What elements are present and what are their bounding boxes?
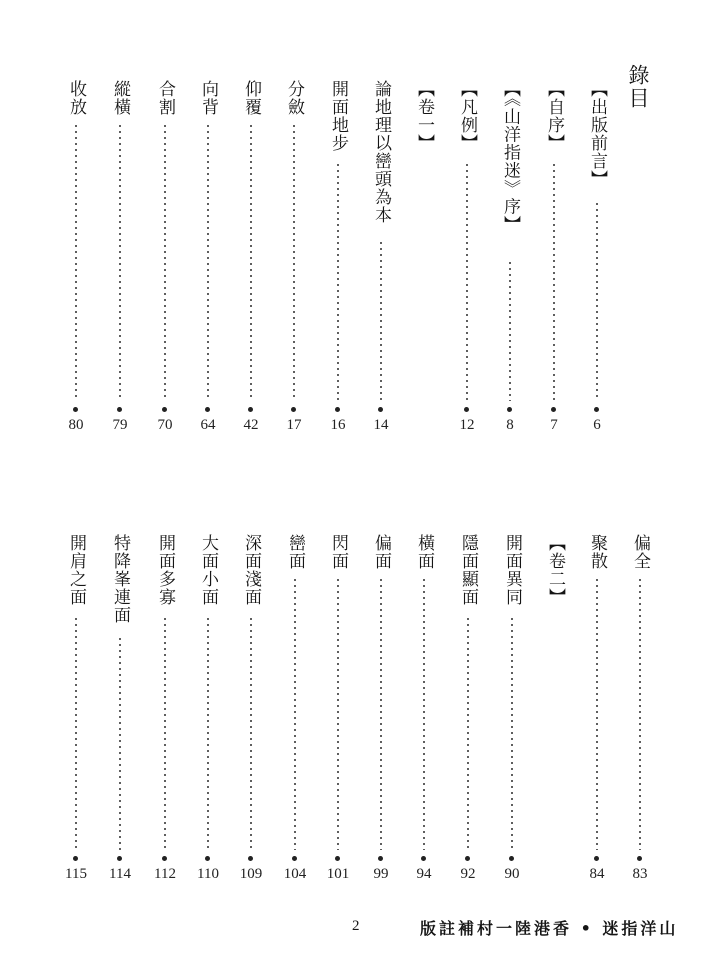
entry-title: 【《山洋指迷》序】 [500,80,520,234]
leader-end-dot [594,407,599,412]
leader-end-dot [509,856,514,861]
entry-title: 隱面顯面 [458,534,478,606]
page-number: 70 [157,417,173,433]
leader-end-dot [162,856,167,861]
entry-title: 開肩之面 [66,534,86,606]
dot-leader [467,616,469,850]
leader-end-dot [292,856,297,861]
dot-leader [639,577,641,850]
entry-title: 【凡例】 [457,80,477,152]
entry-title: 論地理以巒頭為本 [371,80,391,224]
leader-end-dot [465,856,470,861]
dot-leader [207,616,209,850]
entry-title: 向背 [198,80,218,116]
dot-leader [119,636,121,851]
page-number: 101 [326,866,350,882]
page-number: 79 [112,417,128,433]
entry-title: 特降峯連面 [110,534,130,624]
dot-leader [294,577,296,850]
dot-leader [380,240,382,401]
dot-leader [509,260,511,402]
page-number: 110 [197,866,219,882]
page-number: 99 [373,866,389,882]
leader-end-dot [117,856,122,861]
leader-end-dot [291,407,296,412]
page-number: 42 [243,417,259,433]
page-number: 64 [200,417,216,433]
leader-end-dot [205,856,210,861]
leader-end-dot [378,856,383,861]
page-number: 7 [550,417,558,433]
page-number: 94 [416,866,432,882]
entry-title: 合割 [155,80,175,116]
page-number: 90 [504,866,520,882]
page-number: 92 [460,866,476,882]
entry-title: 縱橫 [110,80,130,116]
page-number: 16 [330,417,346,433]
footer-book-title: 版註補村一陸港香 • 迷指洋山 [420,919,679,938]
entry-title: 開面地步 [328,80,348,152]
dot-leader [380,577,382,850]
page-number: 83 [632,866,648,882]
page-number: 115 [65,866,87,882]
entry-title: 【卷一】 [414,80,434,152]
page-number: 14 [373,417,389,433]
leader-end-dot [551,407,556,412]
dot-leader [553,162,555,401]
page-number: 114 [109,866,131,882]
entry-title: 閃面 [328,534,348,570]
leader-end-dot [464,407,469,412]
leader-end-dot [73,407,78,412]
leader-end-dot [421,856,426,861]
dot-leader [293,123,295,401]
leader-end-dot [162,407,167,412]
entry-title: 開面異同 [502,534,522,606]
leader-end-dot [335,407,340,412]
entry-title: 深面淺面 [241,534,261,606]
leader-end-dot [507,407,512,412]
dot-leader [337,577,339,850]
entry-title: 分斂 [284,80,304,116]
leader-end-dot [248,856,253,861]
dot-leader [250,616,252,850]
page-number: 17 [286,417,302,433]
dot-leader [337,162,339,401]
page-number: 112 [154,866,176,882]
leader-end-dot [378,407,383,412]
page-number: 109 [239,866,263,882]
dot-leader [596,577,598,850]
leader-end-dot [117,407,122,412]
dot-leader [119,123,121,401]
dot-leader [466,162,468,401]
entry-title: 開面多寡 [155,534,175,606]
dot-leader [423,577,425,850]
entry-title: 橫面 [414,534,434,570]
page-number: 8 [506,417,514,433]
entry-title: 巒面 [285,534,305,570]
entry-title: 【自序】 [544,80,564,152]
entry-title: 收放 [66,80,86,116]
footer-page-number: 2 [352,918,360,934]
page-number: 12 [459,417,475,433]
page-number: 80 [68,417,84,433]
dot-leader [596,201,598,401]
leader-end-dot [594,856,599,861]
page-number: 6 [593,417,601,433]
entry-title: 偏全 [630,534,650,570]
toc-title: 錄目 [626,64,650,110]
entry-title: 【卷二】 [545,534,565,606]
entry-title: 仰覆 [241,80,261,116]
leader-end-dot [248,407,253,412]
entry-title: 大面小面 [198,534,218,606]
leader-end-dot [73,856,78,861]
dot-leader [75,123,77,401]
dot-leader [75,616,77,850]
dot-leader [250,123,252,401]
dot-leader [207,123,209,401]
dot-leader [164,123,166,401]
entry-title: 偏面 [371,534,391,570]
entry-title: 【出版前言】 [587,80,607,188]
page-number: 84 [589,866,605,882]
leader-end-dot [637,856,642,861]
dot-leader [511,616,513,850]
dot-leader [164,616,166,850]
leader-end-dot [205,407,210,412]
leader-end-dot [335,856,340,861]
page-number: 104 [283,866,307,882]
entry-title: 聚散 [587,534,607,570]
